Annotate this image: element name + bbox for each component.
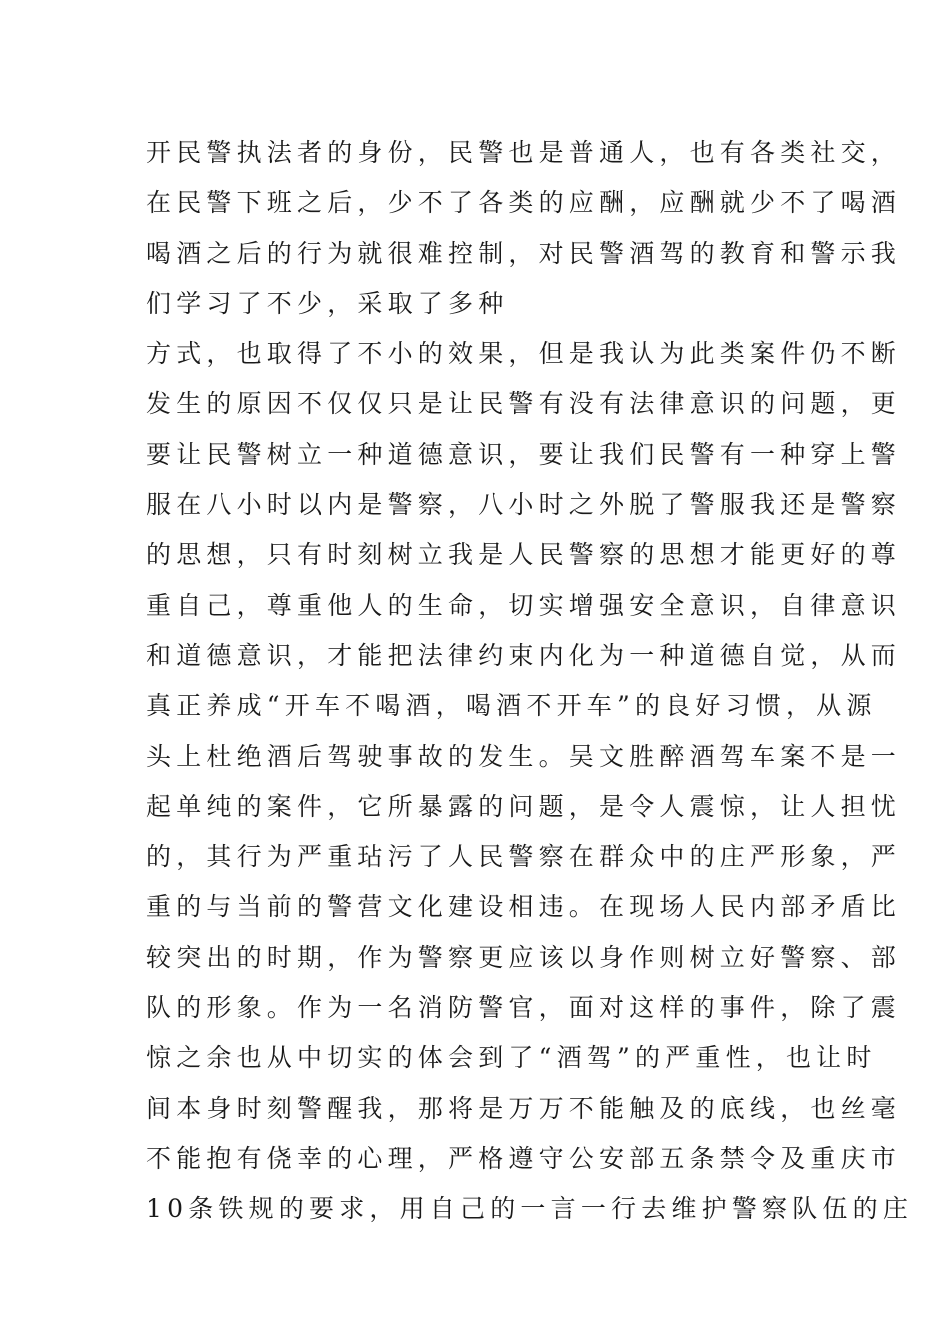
text-line-7: 要让民警树立一种道德意识，要让我们民警有一种穿上警 [146,439,902,469]
text-line-5: 方式，也取得了不小的效果，但是我认为此类案件仍不断 [146,339,902,369]
text-line-17: 较突出的时期，作为警察更应该以身作则树立好警察、部 [146,942,902,972]
text-line-4: 们学习了不少，采取了多种 [146,288,509,318]
text-line-22: 10条铁规的要求，用自己的一言一行去维护警察队伍的庄 [146,1194,914,1224]
body-text [146,128,914,1235]
text-line-12: 真正养成“开车不喝酒，喝酒不开车”的良好习惯，从源 [146,691,877,721]
text-line-14: 起单纯的案件，它所暴露的问题，是令人震惊，让人担忧 [146,791,902,821]
text-line-16: 重的与当前的警营文化建设相违。在现场人民内部矛盾比 [146,892,902,922]
text-line-10: 重自己，尊重他人的生命，切实增强安全意识，自律意识 [146,590,902,620]
text-line-9: 的思想，只有时刻树立我是人民警察的思想才能更好的尊 [146,540,902,570]
text-line-6: 发生的原因不仅仅只是让民警有没有法律意识的问题，更 [146,389,902,419]
text-line-20: 间本身时刻警醒我，那将是万万不能触及的底线，也丝毫 [146,1093,902,1123]
text-line-19: 惊之余也从中切实的体会到了“酒驾”的严重性，也让时 [146,1043,877,1073]
text-line-11: 和道德意识，才能把法律约束内化为一种道德自觉，从而 [146,640,902,670]
text-line-3: 喝酒之后的行为就很难控制，对民警酒驾的教育和警示我 [146,238,902,268]
text-line-21: 不能抱有侥幸的心理，严格遵守公安部五条禁令及重庆市 [146,1143,902,1173]
text-line-1: 开民警执法者的身份，民警也是普通人，也有各类社交， [146,138,902,167]
text-line-2: 在民警下班之后，少不了各类的应酬，应酬就少不了喝酒 [146,188,902,218]
text-line-15: 的，其行为严重玷污了人民警察在群众中的庄严形象，严 [146,842,902,872]
text-line-8: 服在八小时以内是警察，八小时之外脱了警服我还是警察 [146,490,902,520]
text-line-18: 队的形象。作为一名消防警官，面对这样的事件，除了震 [146,993,902,1023]
text-line-13: 头上杜绝酒后驾驶事故的发生。吴文胜醉酒驾车案不是一 [146,741,902,771]
